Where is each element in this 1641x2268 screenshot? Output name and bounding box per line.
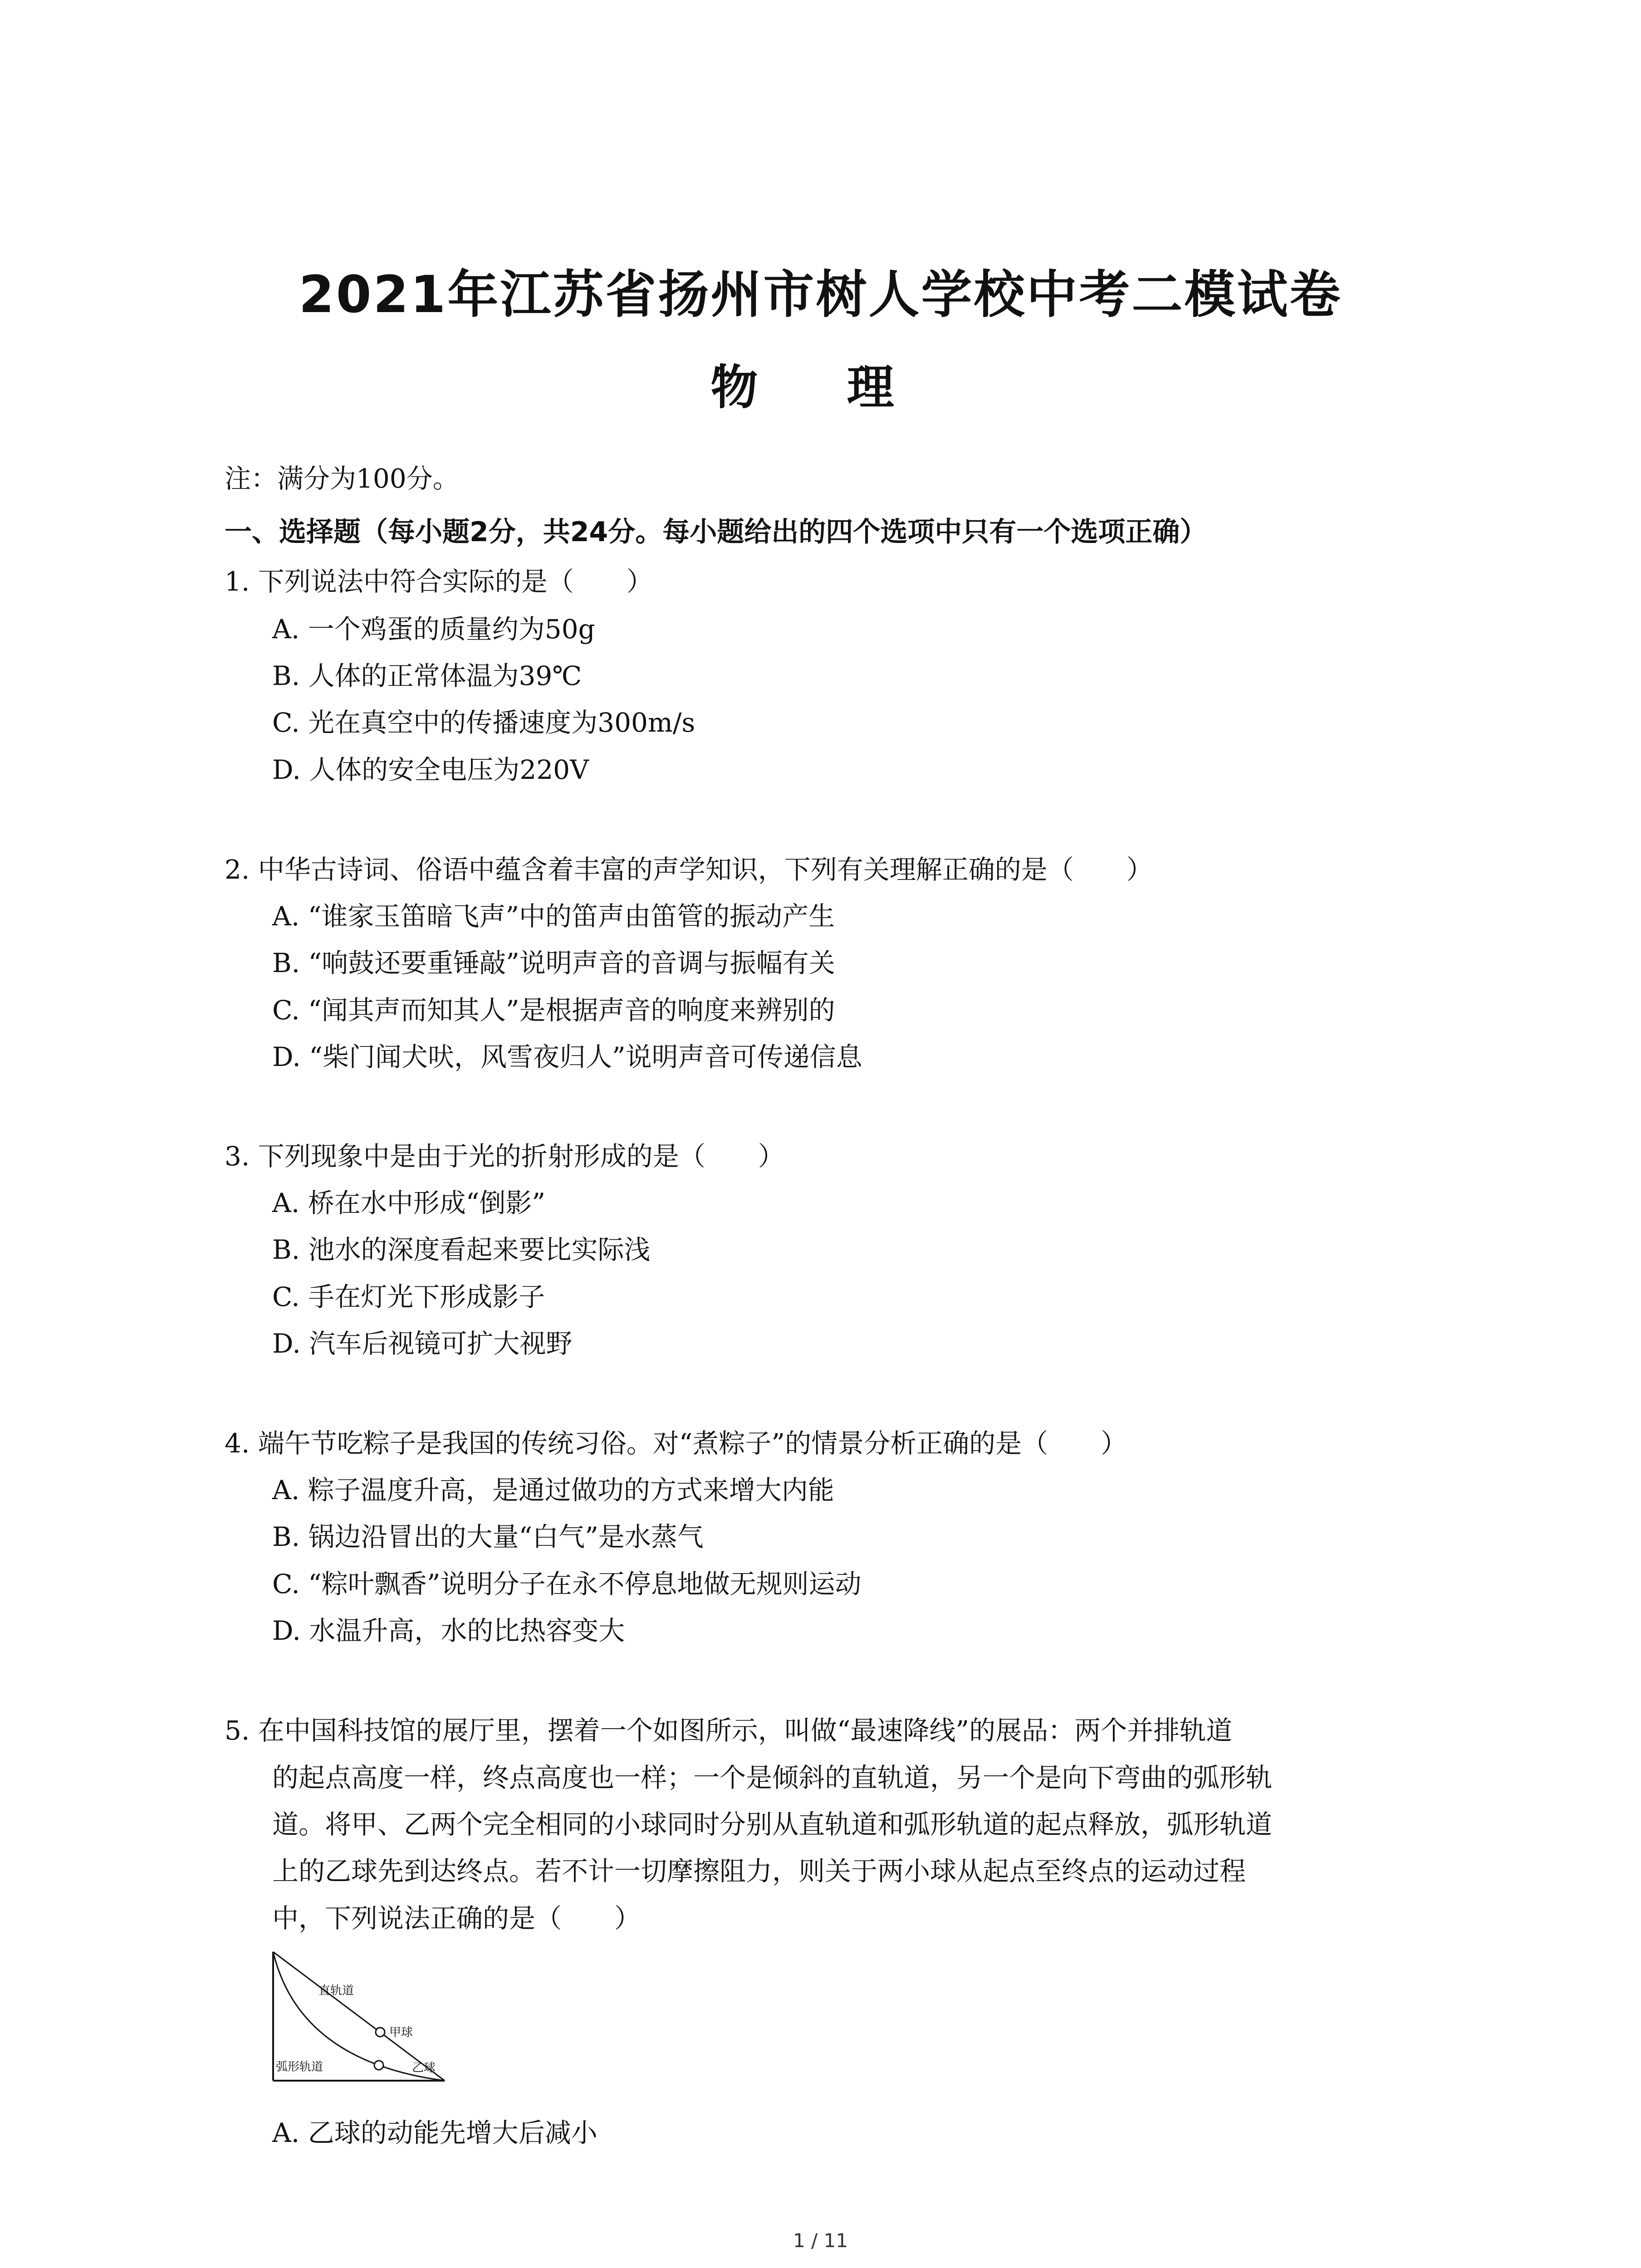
q4-option-a: A. 粽子温度升高，是通过做功的方式来增大内能	[272, 1475, 834, 1505]
q3-option-d: D. 汽车后视镜可扩大视野	[272, 1328, 573, 1359]
section-heading: 一、选择题（每小题2分，共24分。每小题给出的四个选项中只有一个选项正确）	[225, 516, 1207, 548]
q2-stem: 2. 中华古诗词、俗语中蕴含着丰富的声学知识，下列有关理解正确的是（ ）	[225, 854, 1153, 885]
q1-option-b: B. 人体的正常体温为39℃	[272, 660, 582, 691]
q3-option-b: B. 池水的深度看起来要比实际浅	[272, 1234, 651, 1265]
q3-option-c: C. 手在灯光下形成影子	[272, 1281, 545, 1312]
q3-stem: 3. 下列现象中是由于光的折射形成的是（ ）	[225, 1141, 784, 1172]
q1-option-d: D. 人体的安全电压为220V	[272, 754, 589, 785]
q5-stem-line1: 5. 在中国科技馆的展厅里，摆着一个如图所示，叫做“最速降线”的展品：两个并排轨道	[225, 1715, 1233, 1746]
q4-option-d: D. 水温升高，水的比热容变大	[272, 1615, 625, 1646]
q4-option-b: B. 锅边沿冒出的大量“白气”是水蒸气	[272, 1521, 704, 1552]
q5-option-a: A. 乙球的动能先增大后减小	[272, 2117, 598, 2148]
q3-option-a: A. 桥在水中形成“倒影”	[272, 1188, 546, 1218]
q5-stem-line2: 的起点高度一样，终点高度也一样；一个是倾斜的直轨道，另一个是向下弯曲的弧形轨	[272, 1762, 1273, 1793]
label-ball-yi: 乙球	[412, 2061, 436, 2075]
q2-option-d: D. “柴门闻犬吠，风雪夜归人”说明声音可传递信息	[272, 1041, 862, 1072]
ball-jia	[376, 2028, 385, 2037]
label-ball-jia: 甲球	[389, 2026, 413, 2039]
q4-option-c: C. “粽叶飘香”说明分子在永不停息地做无规则运动	[272, 1569, 862, 1599]
score-note: 注：满分为100分。	[225, 463, 459, 494]
q2-option-b: B. “响鼓还要重锤敲”说明声音的音调与振幅有关	[272, 948, 835, 978]
q1-option-a: A. 一个鸡蛋的质量约为50g	[272, 614, 595, 645]
ball-yi	[374, 2061, 383, 2070]
q5-stem-line4: 上的乙球先到达终点。若不计一切摩擦阻力，则关于两小球从起点至终点的运动过程	[272, 1856, 1246, 1887]
q5-stem-line5: 中，下列说法正确的是（ ）	[272, 1903, 641, 1934]
subject-title: 物 理	[710, 360, 931, 415]
brachistochrone-figure	[268, 1948, 454, 2093]
q2-option-c: C. “闻其声而知其人”是根据声音的响度来辨别的	[272, 995, 835, 1026]
page-number: 1 / 11	[793, 2229, 848, 2252]
q1-option-c: C. 光在真空中的传播速度为300m/s	[272, 707, 696, 738]
q4-stem: 4. 端午节吃粽子是我国的传统习俗。对“煮粽子”的情景分析正确的是（ ）	[225, 1428, 1127, 1459]
q5-stem-line3: 道。将甲、乙两个完全相同的小球同时分别从直轨道和弧形轨道的起点释放，弧形轨道	[272, 1809, 1273, 1840]
q2-option-a: A. “谁家玉笛暗飞声”中的笛声由笛管的振动产生	[272, 901, 835, 932]
q1-stem: 1. 下列说法中符合实际的是（ ）	[225, 566, 653, 597]
label-straight-track: 直轨道	[318, 1984, 354, 1998]
exam-title: 2021年江苏省扬州市树人学校中考二模试卷	[299, 265, 1342, 324]
label-arc-track: 弧形轨道	[276, 2060, 323, 2074]
